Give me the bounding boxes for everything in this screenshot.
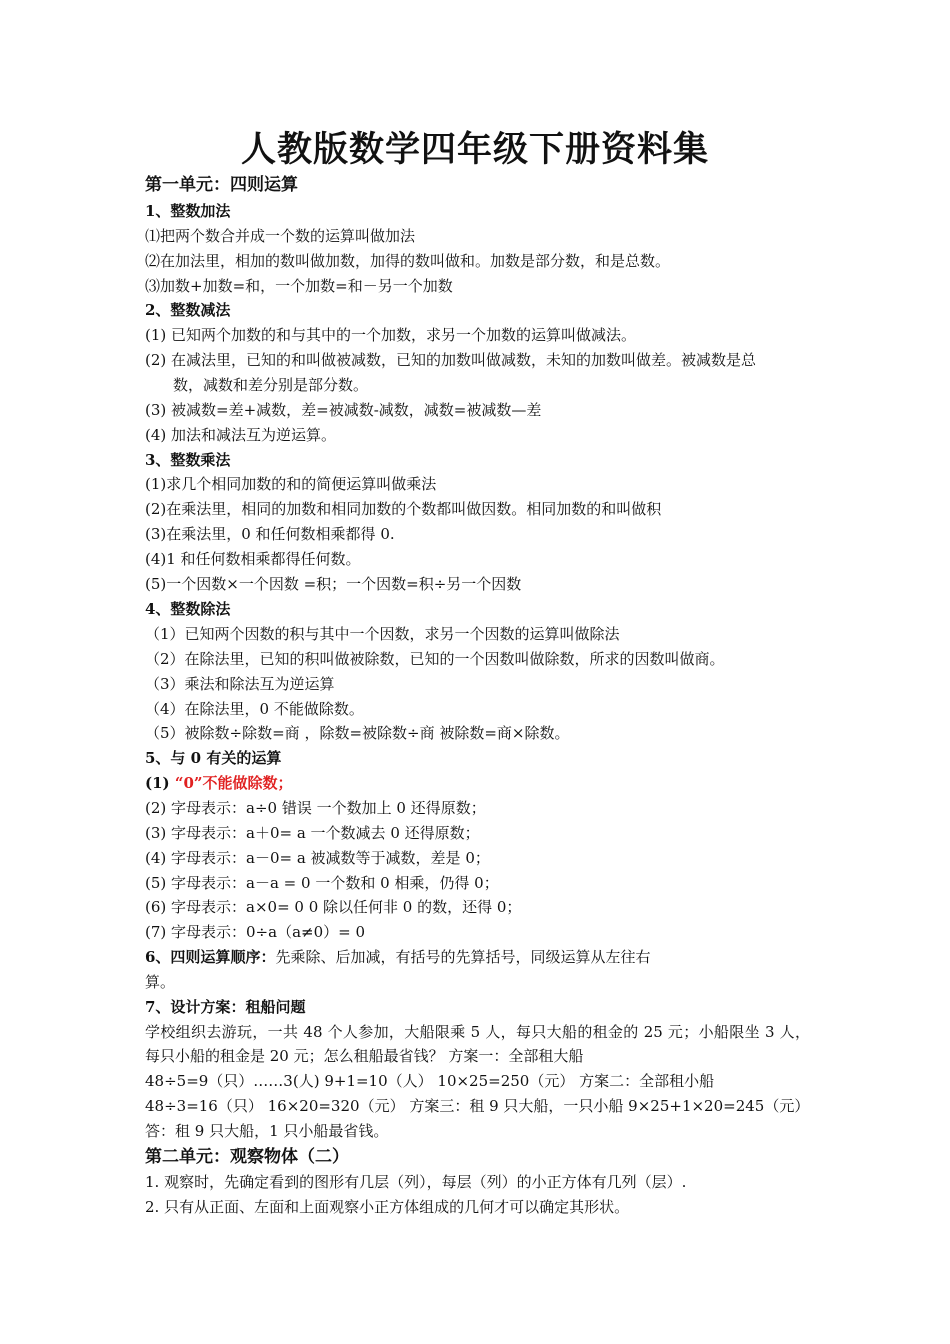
- section4-item: （1）已知两个因数的积与其中一个因数，求另一个因数的运算叫做除法: [145, 625, 620, 643]
- section5-item: (7) 字母表示：0÷a（a≠0）= 0: [145, 923, 366, 941]
- section4-item: （4）在除法里，0 不能做除数。: [145, 700, 364, 718]
- unit1-heading: 第一单元：四则运算: [145, 175, 298, 195]
- section5-item: (2) 字母表示：a÷0 错误 一个数加上 0 还得原数；: [145, 799, 486, 817]
- section7-line: 每只小船的租金是 20 元；怎么租船最省钱？ 方案一：全部租大船: [145, 1047, 584, 1065]
- section1-item: ⑶加数+加数=和，一个加数=和－另一个加数: [145, 277, 453, 295]
- section4-heading: 4、整数除法: [145, 600, 231, 618]
- section5-item: (4) 字母表示：a－0= a 被减数等于减数，差是 0；: [145, 849, 490, 867]
- section5-heading: 5、与 0 有关的运算: [145, 749, 282, 767]
- item-number: (1): [145, 774, 175, 792]
- section1-item: ⑴把两个数合并成一个数的运算叫做加法: [145, 227, 416, 245]
- section6-heading: 6、四则运算顺序：: [145, 948, 276, 966]
- section3-item: (2)在乘法里，相同的加数和相同加数的个数都叫做因数。相同加数的和叫做积: [145, 500, 662, 518]
- section7-line: 学校组织去游玩，一共 48 个人参加，大船限乘 5 人，每只大船的租金的 25 元；小船限坐 3 人，: [145, 1023, 810, 1041]
- section4-item: （2）在除法里，已知的积叫做被除数，已知的一个因数叫做除数，所求的因数叫做商。: [145, 650, 725, 668]
- section1-heading: 1、整数加法: [145, 202, 231, 220]
- document-title: 人教版数学四年级下册资料集: [240, 129, 709, 170]
- section3-item: (1)求几个相同加数的和的简便运算叫做乘法: [145, 475, 437, 493]
- section1-item: ⑵在加法里，相加的数叫做加数，加得的数叫做和。加数是部分数，和是总数。: [145, 252, 671, 270]
- unit2-heading: 第二单元：观察物体（二）: [145, 1147, 349, 1167]
- section7-answer: 答：租 9 只大船，1 只小船最省钱。: [145, 1122, 389, 1140]
- section7-line: 48÷5=9（只）……3(人) 9+1=10（人） 10×25=250（元） 方案二：全部租小船: [145, 1072, 715, 1090]
- section2-item-continuation: 数，减数和差分别是部分数。: [173, 376, 369, 394]
- unit2-item: 2. 只有从正面、左面和上面观察小正方体组成的几何才可以确定其形状。: [145, 1198, 630, 1216]
- section2-item: (1) 已知两个加数的和与其中的一个加数，求另一个加数的运算叫做减法。: [145, 326, 637, 344]
- section2-item: (4) 加法和减法互为逆运算。: [145, 426, 337, 444]
- section6-text-continuation: 算。: [145, 973, 176, 991]
- section5-item: (3) 字母表示：a＋0= a 一个数减去 0 还得原数；: [145, 824, 480, 842]
- section6-line: [145, 946, 650, 968]
- section5-item: (6) 字母表示：a×0= 0 0 除以任何非 0 的数，还得 0；: [145, 898, 522, 916]
- section5-item: (5) 字母表示：a－a = 0 一个数和 0 相乘，仍得 0；: [145, 874, 499, 892]
- unit2-item: 1. 观察时，先确定看到的图形有几层（列），每层（列）的小正方体有几列（层）.: [145, 1173, 687, 1191]
- section3-heading: 3、整数乘法: [145, 451, 231, 469]
- section2-heading: 2、整数减法: [145, 301, 231, 319]
- section3-item: (5)一个因数×一个因数 =积；一个因数=积÷另一个因数: [145, 575, 522, 593]
- section7-line: 48÷3=16（只） 16×20=320（元） 方案三：租 9 只大船，一只小船 9×25+1×20=245（元）: [145, 1097, 810, 1115]
- section6-text: 先乘除、后加减，有括号的先算括号，同级运算从左往右: [275, 948, 651, 966]
- section5-item-highlight: [145, 772, 293, 794]
- section3-item: (4)1 和任何数相乘都得任何数。: [145, 550, 361, 568]
- section7-heading: 7、设计方案：租船问题: [145, 998, 306, 1016]
- section4-item: （3）乘法和除法互为逆运算: [145, 675, 335, 693]
- section4-item: （5）被除数÷除数=商 ，除数=被除数÷商 被除数=商×除数。: [145, 724, 570, 742]
- section2-item: (2) 在减法里，已知的和叫做被减数，已知的加数叫做减数，未知的加数叫做差。被减数是总: [145, 351, 757, 369]
- section3-item: (3)在乘法里，0 和任何数相乘都得 0.: [145, 525, 395, 543]
- section2-item: (3) 被减数=差+减数，差=被减数-减数，减数=被减数—差: [145, 401, 542, 419]
- highlighted-rule: “0”不能做除数；: [174, 774, 293, 792]
